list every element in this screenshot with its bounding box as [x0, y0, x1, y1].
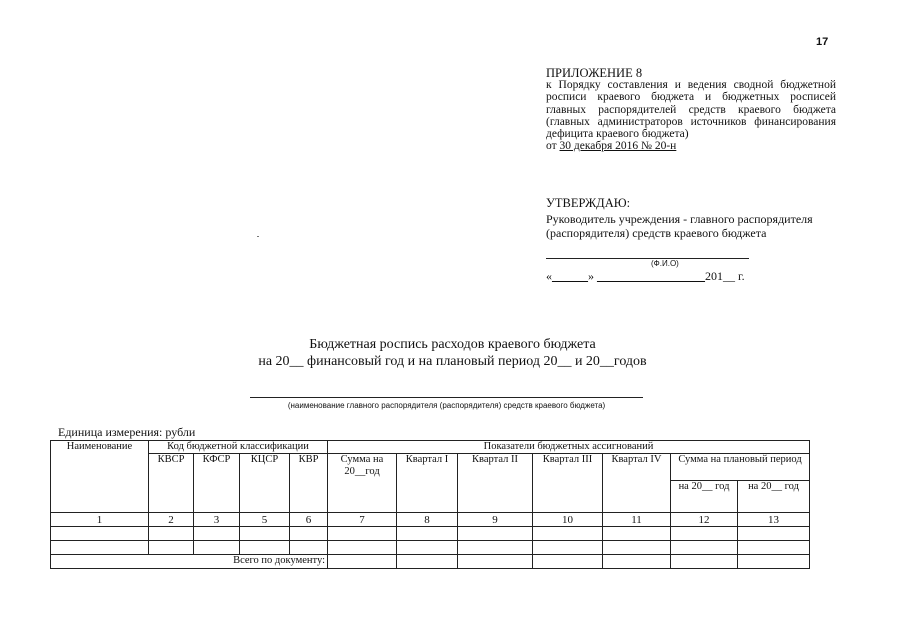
page-number: 17	[816, 36, 829, 48]
approval-line2: (распорядителя) средств краевого бюджета	[546, 226, 767, 240]
column-number: 2	[149, 513, 194, 527]
appendix-heading: ПРИЛОЖЕНИЕ 8	[546, 66, 643, 80]
header-kcsr: КЦСР	[240, 454, 290, 513]
total-row	[51, 555, 810, 569]
header-kvr: КВР	[290, 454, 328, 513]
total-label: Всего по документу:	[51, 555, 328, 569]
budget-table	[50, 440, 810, 569]
date-day-blank: ______	[552, 269, 588, 283]
column-number: 9	[458, 513, 533, 527]
header-name: Наименование	[51, 441, 149, 513]
column-number: 10	[533, 513, 603, 527]
organization-name-line	[250, 397, 643, 398]
column-number: 12	[671, 513, 738, 527]
column-number: 13	[738, 513, 810, 527]
header-kvsr: КВСР	[149, 454, 194, 513]
table-row	[51, 541, 810, 555]
appendix-text: к Порядку составления и ведения сводной бюджетной росписи краевого бюджета и бюджетных росписей главных распорядителей средств краевого бюджета (главных администраторов источников финансирования дефицита краевого бюджета)	[546, 79, 836, 141]
document-title-line2: на 20__ финансовый год и на плановый период 20__ и 20__годов	[258, 354, 647, 369]
column-number: 11	[603, 513, 671, 527]
signature-line	[546, 258, 749, 259]
approval-date	[546, 269, 745, 284]
approval-title: УТВЕРЖДАЮ:	[546, 196, 631, 210]
table-row	[51, 527, 810, 541]
column-number: 5	[240, 513, 290, 527]
date-month-blank: __________________	[597, 269, 705, 283]
header-kfsr: КФСР	[194, 454, 240, 513]
units-label: Единица измерения: рубли	[58, 425, 196, 439]
approval-line1: Руководитель учреждения - главного распорядителя	[546, 212, 813, 226]
column-number: 7	[328, 513, 397, 527]
header-quarter-2: Квартал II	[458, 454, 533, 513]
date-year: 201__ г.	[705, 269, 745, 283]
header-quarter-3: Квартал III	[533, 454, 603, 513]
date-open-quote: «	[546, 269, 552, 283]
column-number: 1	[51, 513, 149, 527]
column-number: 6	[290, 513, 328, 527]
column-number: 8	[397, 513, 458, 527]
appendix-date-prefix: от	[546, 140, 557, 153]
header-sum: Сумма на 20__год	[328, 454, 397, 513]
date-close-quote: »	[588, 269, 594, 283]
header-planned-period: Сумма на плановый период	[671, 454, 810, 481]
organization-name-caption: (наименование главного распорядителя (распорядителя) средств краевого бюджета)	[287, 401, 606, 410]
header-indicators: Показатели бюджетных ассигнований	[328, 441, 810, 454]
approval-block	[546, 196, 846, 240]
document-title-line1: Бюджетная роспись расходов краевого бюджета	[309, 337, 596, 352]
appendix-block	[546, 67, 836, 152]
fio-caption: (Ф.И.О)	[651, 259, 679, 268]
scan-speck	[257, 236, 259, 237]
header-planned-year-2: на 20__ год	[738, 481, 810, 513]
appendix-date-value: 30 декабря 2016 № 20-н	[559, 140, 677, 153]
appendix-date	[546, 140, 836, 152]
header-quarter-1: Квартал I	[397, 454, 458, 513]
header-classification: Код бюджетной классификации	[149, 441, 328, 454]
column-number: 3	[194, 513, 240, 527]
header-quarter-4: Квартал IV	[603, 454, 671, 513]
header-planned-year-1: на 20__ год	[671, 481, 738, 513]
